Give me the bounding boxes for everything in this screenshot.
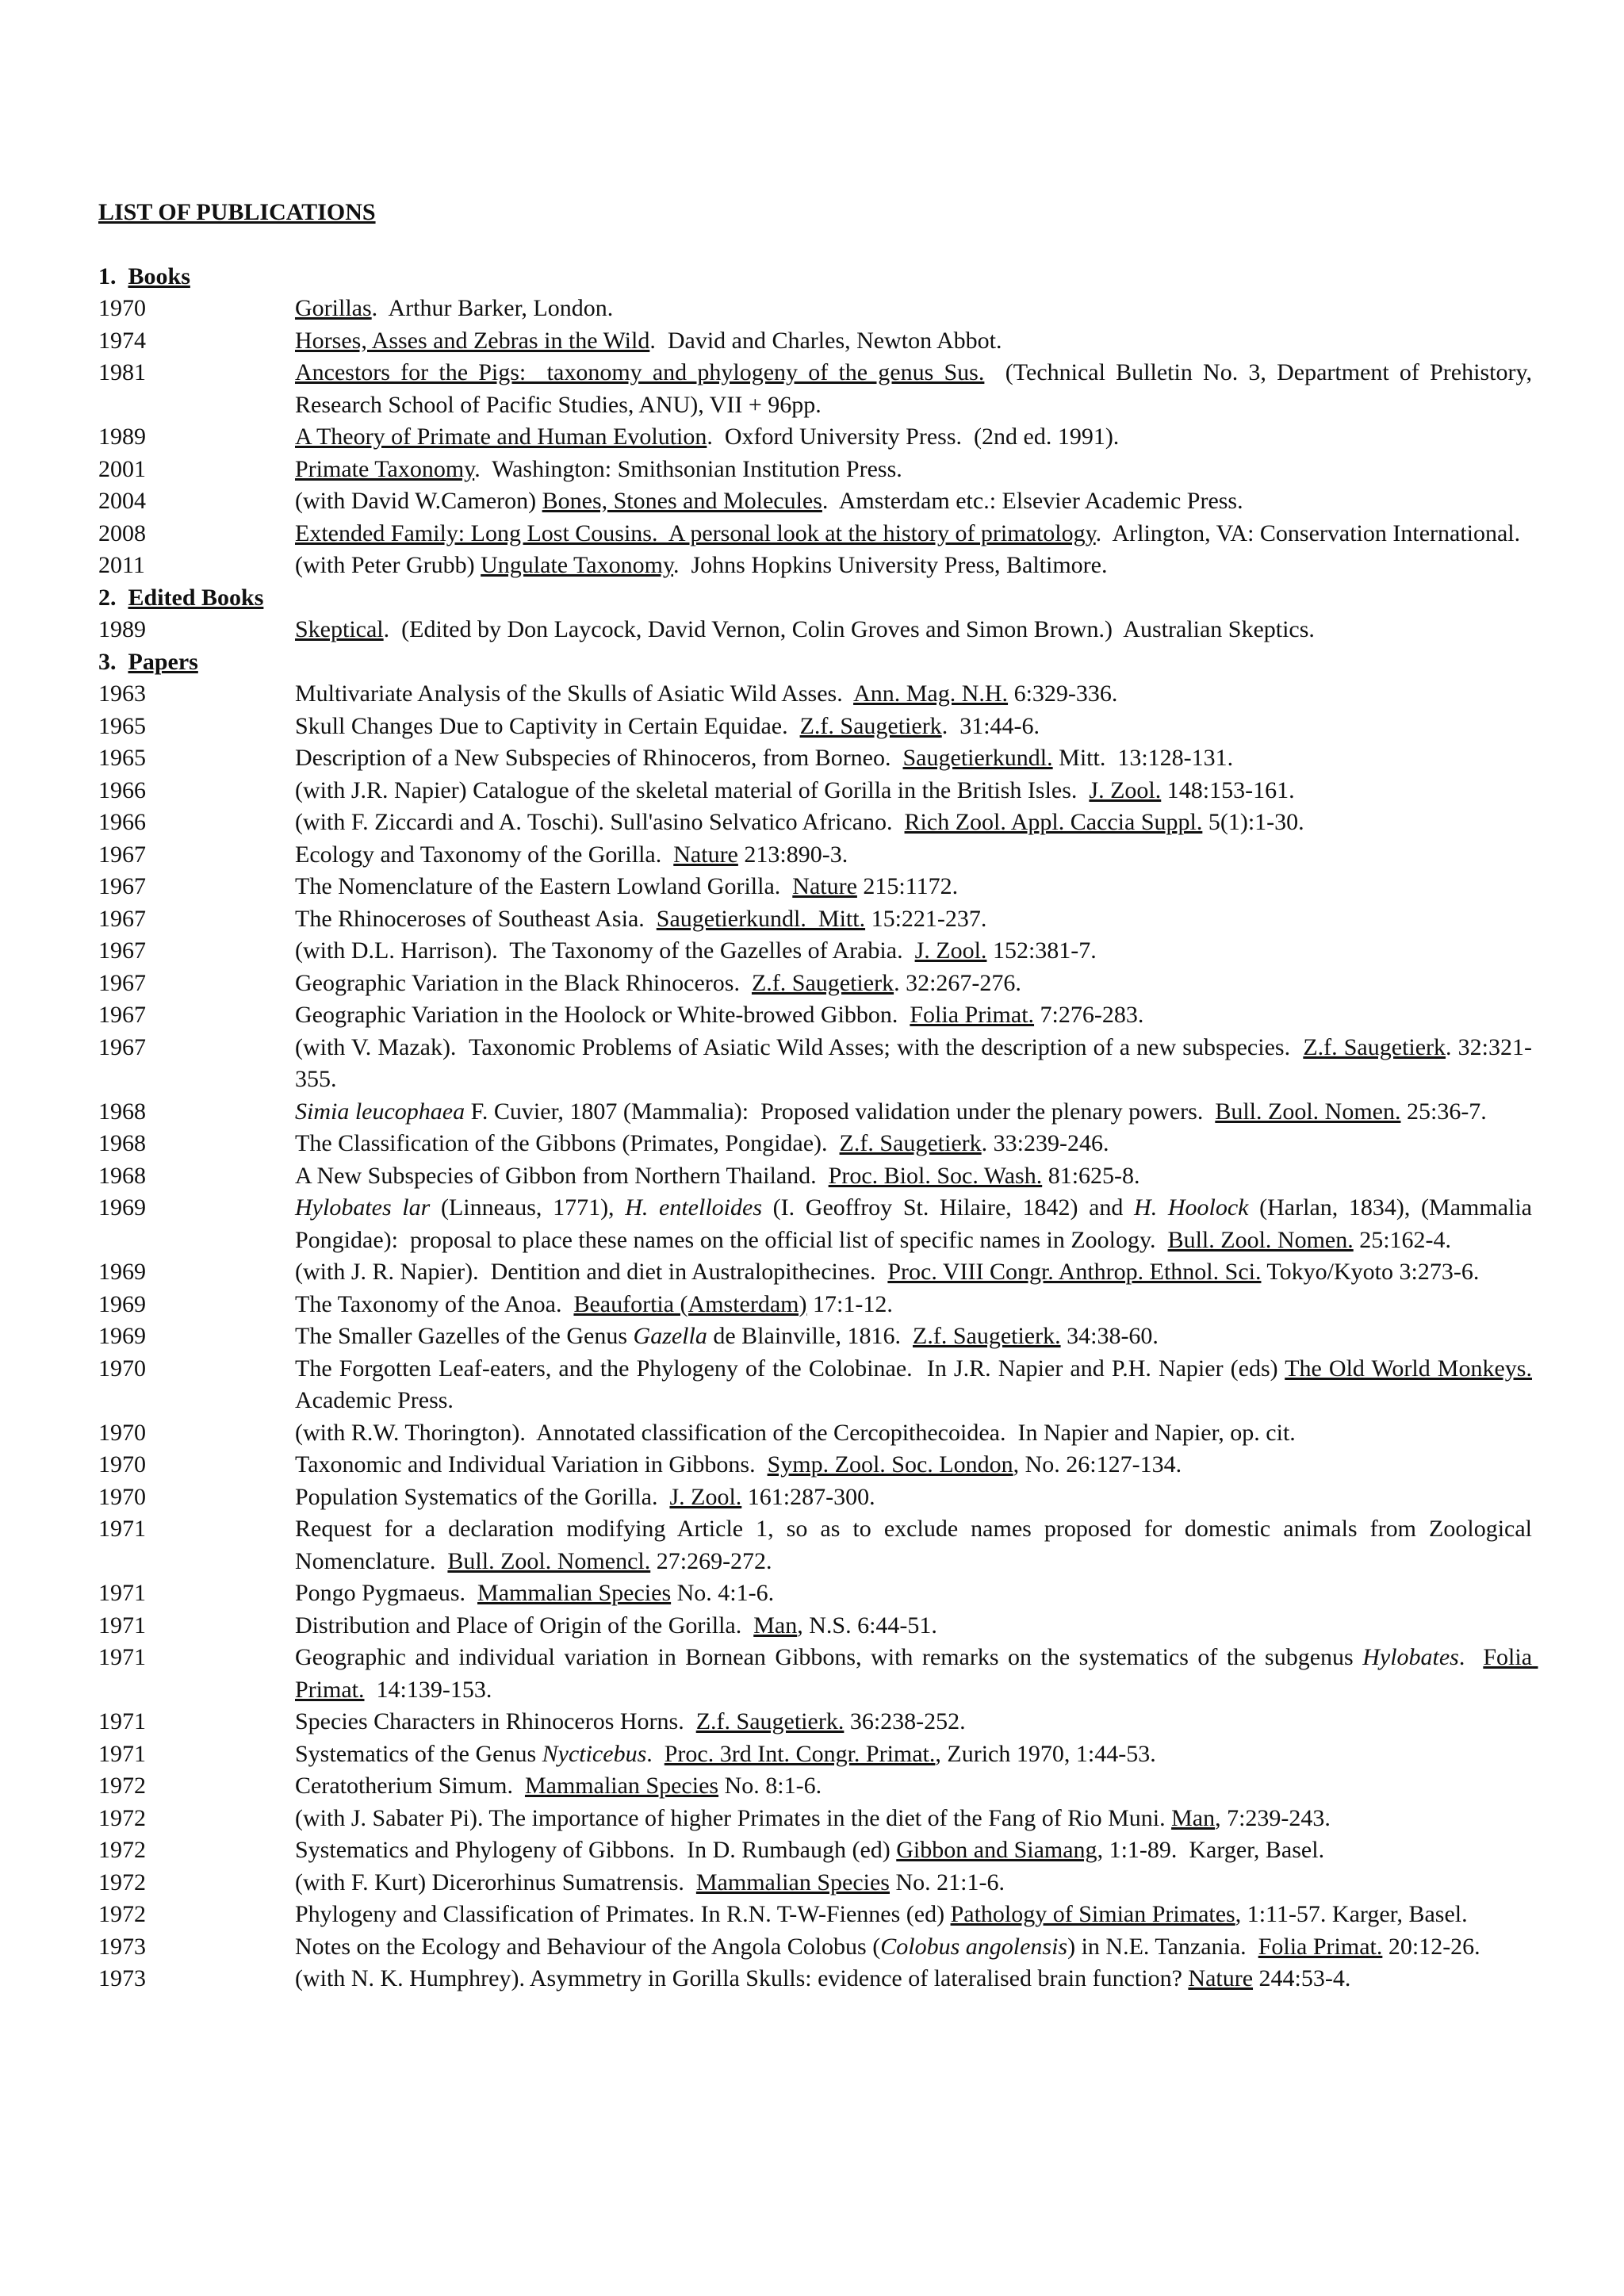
citation-text: (with F. Kurt) Dicerorhinus Sumatrensis. — [295, 1869, 696, 1895]
publication-citation — [295, 1449, 1532, 1481]
publication-year: 1970 — [98, 1451, 146, 1478]
publication-entry — [98, 1610, 1532, 1642]
citation-text: The Taxonomy of the Anoa. — [295, 1290, 574, 1317]
publication-entry — [98, 678, 1532, 711]
publication-year: 1970 — [98, 1419, 146, 1446]
publication-citation — [295, 935, 1532, 968]
publication-entry — [98, 357, 1538, 421]
citation-text: Mitt. 13:128-131. — [1052, 745, 1234, 771]
citation-source-underlined: Z.f. Saugetierk — [839, 1130, 982, 1156]
publication-entry — [98, 1513, 1538, 1577]
publication-citation — [295, 1417, 1532, 1450]
publication-year: 1968 — [98, 1162, 146, 1189]
publication-entry — [98, 1192, 1538, 1256]
citation-source-underlined: Z.f. Saugetierk — [799, 712, 942, 739]
publication-entry — [98, 1834, 1532, 1867]
citation-text: 15:221-237. — [865, 905, 987, 932]
citation-text: . Arlington, VA: Conservation International. — [1095, 519, 1521, 546]
publication-entry — [98, 485, 1532, 518]
citation-text: (with D.L. Harrison). The Taxonomy of the Gazelles of Arabia. — [295, 937, 915, 964]
citation-source-underlined: Ann. Mag. N.H. — [853, 680, 1009, 707]
citation-text: 17:1-12. — [806, 1290, 893, 1317]
citation-text: A New Subspecies of Gibbon from Northern Thailand. — [295, 1162, 829, 1189]
section-heading — [98, 261, 1532, 293]
publication-year: 1967 — [98, 969, 146, 996]
publication-year: 1969 — [98, 1323, 146, 1349]
citation-source-underlined: J. Zool. — [914, 937, 987, 964]
citation-source-underlined: Z.f. Saugetierk — [1303, 1033, 1446, 1060]
citation-source-underlined: Nature — [1188, 1965, 1254, 1991]
publication-citation — [295, 1642, 1538, 1706]
section-number: 3. — [98, 648, 128, 675]
citation-text: Species Characters in Rhinoceros Horns. — [295, 1708, 696, 1734]
publication-year: 1989 — [98, 424, 146, 450]
citation-italic-name: H. entelloides — [625, 1194, 762, 1221]
citation-source-underlined: J. Zool. — [1089, 776, 1162, 803]
publication-entry — [98, 1320, 1532, 1353]
citation-source-underlined: Saugetierkundl. — [902, 745, 1053, 771]
publication-year: 1972 — [98, 1869, 146, 1895]
citation-source-underlined: Mammalian Species — [695, 1869, 890, 1895]
citation-source-underlined: Z.f. Saugetierk — [751, 969, 894, 996]
citation-text: . 33:239-246. — [981, 1130, 1109, 1156]
publication-citation — [295, 1481, 1532, 1514]
citation-text: Taxonomic and Individual Variation in Gibbons. — [295, 1451, 768, 1478]
publication-citation — [295, 518, 1532, 550]
publication-citation — [295, 1577, 1532, 1610]
publication-citation — [295, 485, 1532, 518]
publication-entry — [98, 518, 1532, 550]
citation-text: , 7:239-243. — [1215, 1804, 1331, 1831]
publication-year: 1970 — [98, 1483, 146, 1510]
citation-source-underlined: Skeptical — [295, 616, 384, 642]
publication-year: 1971 — [98, 1708, 146, 1734]
publication-year: 1963 — [98, 680, 146, 707]
citation-source-underlined: Ancestors for the Pigs: taxonomy and phylogeny of the genus Sus. — [295, 359, 985, 385]
publication-year: 1974 — [98, 327, 146, 354]
citation-source-underlined: Nature — [673, 841, 738, 868]
publication-year: 2008 — [98, 519, 146, 546]
publication-entry — [98, 325, 1532, 358]
citation-text: . 32:267-276. — [894, 969, 1021, 996]
citation-text: Description of a New Subspecies of Rhinoceros, from Borneo. — [295, 745, 903, 771]
publication-entry — [98, 1417, 1532, 1450]
citation-text: (I. Geoffroy St. Hilaire, 1842) and — [762, 1194, 1135, 1221]
publication-entry — [98, 1353, 1543, 1417]
citation-text: 34:38-60. — [1060, 1323, 1159, 1349]
citation-text: 36:238-252. — [844, 1708, 966, 1734]
citation-source-underlined: Mammalian Species — [477, 1580, 672, 1606]
citation-text: 244:53-4. — [1253, 1965, 1351, 1991]
citation-text: The Rhinoceroses of Southeast Asia. — [295, 905, 657, 932]
citation-text: 27:269-272. — [650, 1547, 772, 1574]
citation-text: . (Edited by Don Laycock, David Vernon, Colin Groves and Simon Brown.) Australian Skeptics. — [383, 616, 1315, 642]
publication-year: 1971 — [98, 1644, 146, 1670]
publication-entry — [98, 614, 1532, 646]
publication-entry — [98, 1963, 1532, 1995]
publication-entry — [98, 550, 1532, 582]
citation-text: The Forgotten Leaf-eaters, and the Phylogeny of the Colobinae. In J.R. Napier and P.H. Napier (eds) — [295, 1355, 1285, 1382]
citation-source-underlined: Proc. 3rd Int. Congr. Primat. — [664, 1740, 936, 1767]
publication-entry — [98, 1449, 1532, 1481]
citation-source-underlined: Nature — [792, 873, 857, 899]
publication-entry — [98, 1128, 1532, 1160]
publication-entry — [98, 807, 1532, 839]
publication-entry — [98, 1577, 1532, 1610]
citation-source-underlined: Bull. Zool. Nomen. — [1215, 1098, 1401, 1125]
citation-text: . Oxford University Press. (2nd ed. 1991). — [707, 424, 1120, 450]
publication-entry — [98, 999, 1532, 1032]
publication-citation — [295, 968, 1532, 1000]
citation-source-underlined: Proc. VIII Congr. Anthrop. Ethnol. Sci. — [887, 1259, 1262, 1285]
publication-entry — [98, 839, 1532, 872]
citation-source-underlined: Symp. Zool. Soc. London — [767, 1451, 1013, 1478]
publication-citation — [295, 1096, 1532, 1129]
citation-italic-name: Colobus angolensis — [880, 1933, 1068, 1960]
publication-citation — [295, 1867, 1532, 1899]
citation-source-underlined: A Theory of Primate and Human Evolution — [295, 424, 707, 450]
publication-year: 1971 — [98, 1580, 146, 1606]
publication-year: 1972 — [98, 1837, 146, 1863]
publication-citation — [295, 742, 1532, 775]
citation-text: Notes on the Ecology and Behaviour of the Angola Colobus ( — [295, 1933, 881, 1960]
citation-text: (Technical Bulletin No. 3, Department of Prehistory, Research School of Pacific Studies, ANU), VII + 96pp. — [295, 359, 1538, 418]
citation-source-underlined: The Old World Monkeys. — [1285, 1355, 1532, 1382]
citation-source-underlined: Proc. Biol. Soc. Wash. — [828, 1162, 1043, 1189]
citation-text: (with F. Ziccardi and A. Toschi). Sull'asino Selvatico Africano. — [295, 809, 905, 835]
publication-citation — [295, 1610, 1532, 1642]
citation-text: , No. 26:127-134. — [1013, 1451, 1182, 1478]
citation-source-underlined: Man — [1171, 1804, 1216, 1831]
page-title: LIST OF PUBLICATIONS — [98, 199, 376, 225]
citation-text: (with Peter Grubb) — [295, 552, 481, 578]
publication-year: 1967 — [98, 905, 146, 932]
publication-citation — [295, 1320, 1532, 1353]
publication-year: 1968 — [98, 1098, 146, 1125]
citation-text: 215:1172. — [856, 873, 959, 899]
citation-text: 25:36-7. — [1400, 1098, 1487, 1125]
publication-year: 1971 — [98, 1612, 146, 1639]
citation-source-underlined: Bull. Zool. Nomencl. — [447, 1547, 651, 1574]
citation-text: de Blainville, 1816. — [707, 1323, 913, 1349]
publication-year: 1971 — [98, 1516, 146, 1542]
citation-text: 6:329-336. — [1008, 680, 1118, 707]
publication-entry — [98, 903, 1532, 936]
citation-source-underlined: Folia Primat. — [1258, 1933, 1383, 1960]
citation-text: . David and Charles, Newton Abbot. — [649, 327, 1002, 354]
citation-italic-name: Simia leucophaea — [295, 1098, 465, 1125]
publication-citation — [295, 1256, 1532, 1289]
citation-text: (with R.W. Thorington). Annotated classification of the Cercopithecoidea. In Napier and Napier, op. cit. — [295, 1419, 1296, 1446]
citation-text: Multivariate Analysis of the Skulls of Asiatic Wild Asses. — [295, 680, 854, 707]
publication-entry — [98, 1481, 1532, 1514]
publication-entry — [98, 1899, 1532, 1931]
publication-citation — [295, 999, 1532, 1032]
publication-entry — [98, 711, 1532, 743]
publication-year: 1967 — [98, 1033, 146, 1060]
section-number: 2. — [98, 584, 128, 611]
publication-entry — [98, 454, 1532, 486]
citation-source-underlined: Horses, Asses and Zebras in the Wild — [295, 327, 650, 354]
citation-text: No. 8:1-6. — [718, 1773, 822, 1799]
publication-year: 1965 — [98, 745, 146, 771]
citation-source-underlined: Mammalian Species — [524, 1773, 719, 1799]
citation-text: ) in N.E. Tanzania. — [1067, 1933, 1258, 1960]
citation-text: Geographic Variation in the Black Rhinoceros. — [295, 969, 752, 996]
citation-source-underlined: Primate Taxonomy — [295, 455, 475, 482]
citation-text: 152:381-7. — [986, 937, 1097, 964]
publication-citation — [295, 550, 1532, 582]
citation-text: No. 4:1-6. — [671, 1580, 775, 1606]
citation-source-underlined: Saugetierkundl. Mitt. — [656, 905, 866, 932]
publication-entry — [98, 935, 1532, 968]
citation-text: Geographic and individual variation in Bornean Gibbons, with remarks on the systematics of the subgenus — [295, 1644, 1363, 1670]
publication-citation — [295, 711, 1532, 743]
publication-year: 1971 — [98, 1740, 146, 1767]
publication-year: 1972 — [98, 1901, 146, 1927]
citation-text: The Nomenclature of the Eastern Lowland Gorilla. — [295, 873, 793, 899]
citation-text: Academic Press. — [295, 1355, 1543, 1413]
publication-citation — [295, 614, 1532, 646]
citation-text: Pongo Pygmaeus. — [295, 1580, 478, 1606]
citation-text: Population Systematics of the Gorilla. — [295, 1483, 670, 1510]
citation-text: Tokyo/Kyoto 3:273-6. — [1261, 1259, 1480, 1285]
publication-year: 1966 — [98, 776, 146, 803]
citation-text: Ecology and Taxonomy of the Gorilla. — [295, 841, 674, 868]
citation-text: The Smaller Gazelles of the Genus — [295, 1323, 634, 1349]
section-label: Papers — [128, 648, 198, 675]
citation-text: The Classification of the Gibbons (Primates, Pongidae). — [295, 1130, 840, 1156]
citation-text: Request for a declaration modifying Article 1, so as to exclude names proposed for domestic animals from Zoological Nomenclature. — [295, 1516, 1538, 1574]
publication-year: 1967 — [98, 1002, 146, 1028]
citation-text: . Johns Hopkins University Press, Baltimore. — [672, 552, 1108, 578]
citation-text: (with J.R. Napier) Catalogue of the skeletal material of Gorilla in the British Isles. — [295, 776, 1090, 803]
publication-citation — [295, 1931, 1532, 1964]
citation-italic-name: Hylobates — [1362, 1644, 1459, 1670]
publication-citation — [295, 1770, 1532, 1803]
publication-citation — [295, 1963, 1532, 1995]
publication-year: 1967 — [98, 841, 146, 868]
publication-entry — [98, 1867, 1532, 1899]
citation-text: Distribution and Place of Origin of the Gorilla. — [295, 1612, 754, 1639]
citation-text: , N.S. 6:44-51. — [797, 1612, 937, 1639]
publication-citation — [295, 1160, 1532, 1193]
citation-text: Systematics of the Genus — [295, 1740, 542, 1767]
publication-year: 1973 — [98, 1933, 146, 1960]
publication-citation — [295, 1513, 1538, 1577]
publication-year: 1966 — [98, 809, 146, 835]
publication-entry — [98, 293, 1532, 325]
publication-entry — [98, 1770, 1532, 1803]
citation-source-underlined: Beaufortia (Amsterdam) — [573, 1290, 807, 1317]
publication-citation — [295, 775, 1532, 807]
citation-text: 25:162-4. — [1353, 1226, 1452, 1253]
citation-text: . Washington: Smithsonian Institution Press. — [474, 455, 902, 482]
citation-text: 213:890-3. — [737, 841, 848, 868]
citation-text: . 32:321-355. — [295, 1033, 1532, 1092]
citation-source-underlined: Man — [753, 1612, 798, 1639]
publication-citation — [295, 1738, 1532, 1771]
citation-text: 161:287-300. — [741, 1483, 875, 1510]
citation-source-underlined: Gibbon and Siamang — [896, 1837, 1097, 1863]
publication-year: 1969 — [98, 1290, 146, 1317]
citation-text: (with V. Mazak). Taxonomic Problems of Asiatic Wild Asses; with the description of a new subspecies. — [295, 1033, 1304, 1060]
publication-citation — [295, 903, 1532, 936]
publication-year: 2011 — [98, 552, 145, 578]
publication-citation — [295, 1803, 1532, 1835]
publication-citation — [295, 1706, 1532, 1738]
citation-text: 81:625-8. — [1042, 1162, 1140, 1189]
citation-text: . 31:44-6. — [941, 712, 1040, 739]
publication-year: 2004 — [98, 488, 146, 514]
citation-source-underlined: Ungulate Taxonomy — [481, 552, 673, 578]
citation-text: 7:276-283. — [1034, 1002, 1144, 1028]
publication-entry — [98, 1096, 1532, 1129]
citation-text: F. Cuvier, 1807 (Mammalia): Proposed validation under the plenary powers. — [465, 1098, 1216, 1125]
publication-entry — [98, 1803, 1532, 1835]
publication-year: 1965 — [98, 712, 146, 739]
publication-citation — [295, 357, 1538, 421]
citation-source-underlined: Folia Primat. — [910, 1002, 1035, 1028]
publication-year: 1969 — [98, 1259, 146, 1285]
section-number: 1. — [98, 263, 128, 289]
publication-year: 1967 — [98, 873, 146, 899]
citation-text: , 1:11-57. Karger, Basel. — [1235, 1901, 1468, 1927]
section-label: Edited Books — [128, 584, 264, 611]
publication-citation — [295, 1192, 1538, 1256]
publication-entry — [98, 1256, 1532, 1289]
publication-citation — [295, 871, 1532, 903]
section-heading — [98, 582, 1532, 615]
publication-year: 1970 — [98, 1355, 146, 1382]
citation-italic-name: Gazella — [633, 1323, 707, 1349]
publication-year: 1972 — [98, 1804, 146, 1831]
publication-citation — [295, 1834, 1532, 1867]
citation-text: (with J. R. Napier). Dentition and diet in Australopithecines. — [295, 1259, 888, 1285]
publication-year: 1972 — [98, 1773, 146, 1799]
citation-text: 20:12-26. — [1382, 1933, 1480, 1960]
citation-text: (with N. K. Humphrey). Asymmetry in Gorilla Skulls: evidence of lateralised brain function? — [295, 1965, 1189, 1991]
section-heading — [98, 646, 1532, 679]
citation-text: (Linneaus, 1771), — [430, 1194, 626, 1221]
publication-citation — [295, 293, 1532, 325]
publication-entry — [98, 1706, 1532, 1738]
publication-citation — [295, 1128, 1532, 1160]
publication-entry — [98, 1931, 1532, 1964]
publication-year: 1989 — [98, 616, 146, 642]
citation-text: . — [646, 1740, 665, 1767]
publication-entry — [98, 421, 1532, 454]
citation-italic-name: Nycticebus — [542, 1740, 647, 1767]
citation-italic-name: Hylobates lar — [295, 1194, 431, 1221]
citation-italic-name: H. Hoolock — [1134, 1194, 1249, 1221]
sections-container — [98, 261, 1543, 1995]
citation-source-underlined: Rich Zool. Appl. Caccia Suppl. — [904, 809, 1203, 835]
citation-text: 148:153-161. — [1161, 776, 1295, 803]
citation-text: Skull Changes Due to Captivity in Certain Equidae. — [295, 712, 800, 739]
citation-source-underlined: Gorillas — [295, 295, 372, 321]
publication-citation — [295, 1032, 1532, 1096]
publication-entry — [98, 775, 1532, 807]
citation-text: Phylogeny and Classification of Primates. In R.N. T-W-Fiennes (ed) — [295, 1901, 951, 1927]
citation-source-underlined: Z.f. Saugetierk. — [913, 1323, 1061, 1349]
publication-citation — [295, 678, 1532, 711]
publication-entry — [98, 1642, 1538, 1706]
publication-citation — [295, 1899, 1532, 1931]
publication-year: 1967 — [98, 937, 146, 964]
publication-entry — [98, 1738, 1532, 1771]
citation-text: Ceratotherium Simum. — [295, 1773, 525, 1799]
citation-source-underlined: Pathology of Simian Primates — [950, 1901, 1235, 1927]
citation-text: Geographic Variation in the Hoolock or White-browed Gibbon. — [295, 1002, 910, 1028]
publication-entry — [98, 871, 1532, 903]
citation-source-underlined: Bones, Stones and Molecules — [542, 488, 822, 514]
citation-text: . Arthur Barker, London. — [371, 295, 614, 321]
citation-text: (with David W.Cameron) — [295, 488, 542, 514]
citation-text: . Amsterdam etc.: Elsevier Academic Press. — [822, 488, 1243, 514]
citation-source-underlined: Extended Family: Long Lost Cousins. A personal look at the history of primatology — [295, 519, 1096, 546]
publication-year: 1981 — [98, 359, 146, 385]
citation-text: (Harlan, 1834), (Mammalia Pongidae): proposal to place these names on the official list of specific names in Zoology. — [295, 1194, 1538, 1253]
publication-list-page — [98, 197, 1543, 1995]
section-label: Books — [128, 263, 190, 289]
citation-text: Systematics and Phylogeny of Gibbons. In D. Rumbaugh (ed) — [295, 1837, 897, 1863]
publication-entry — [98, 968, 1532, 1000]
publication-entry — [98, 1160, 1532, 1193]
publication-citation — [295, 807, 1532, 839]
publication-year: 2001 — [98, 455, 146, 482]
citation-source-underlined: Bull. Zool. Nomen. — [1167, 1226, 1354, 1253]
publication-year: 1969 — [98, 1194, 146, 1221]
citation-text: 14:139-153. — [364, 1676, 492, 1703]
publication-entry — [98, 1289, 1532, 1321]
citation-source-underlined: J. Zool. — [669, 1483, 742, 1510]
publication-year: 1970 — [98, 295, 146, 321]
citation-text: , 1:1-89. Karger, Basel. — [1097, 1837, 1325, 1863]
publication-citation — [295, 1353, 1543, 1417]
publication-year: 1973 — [98, 1965, 146, 1991]
publication-citation — [295, 839, 1532, 872]
citation-source-underlined: Z.f. Saugetierk. — [695, 1708, 845, 1734]
publication-year: 1968 — [98, 1130, 146, 1156]
publication-entry — [98, 742, 1532, 775]
citation-text: (with J. Sabater Pi). The importance of higher Primates in the diet of the Fang of Rio Muni. — [295, 1804, 1172, 1831]
citation-text: , Zurich 1970, 1:44-53. — [935, 1740, 1156, 1767]
citation-text: No. 21:1-6. — [889, 1869, 1005, 1895]
publication-citation — [295, 454, 1532, 486]
publication-citation — [295, 325, 1532, 358]
publication-citation — [295, 421, 1532, 454]
publication-entry — [98, 1032, 1532, 1096]
citation-text: . — [1458, 1644, 1484, 1670]
citation-text: 5(1):1-30. — [1202, 809, 1304, 835]
citation-source-underlined: Folia Primat. — [295, 1644, 1538, 1703]
publication-citation — [295, 1289, 1532, 1321]
